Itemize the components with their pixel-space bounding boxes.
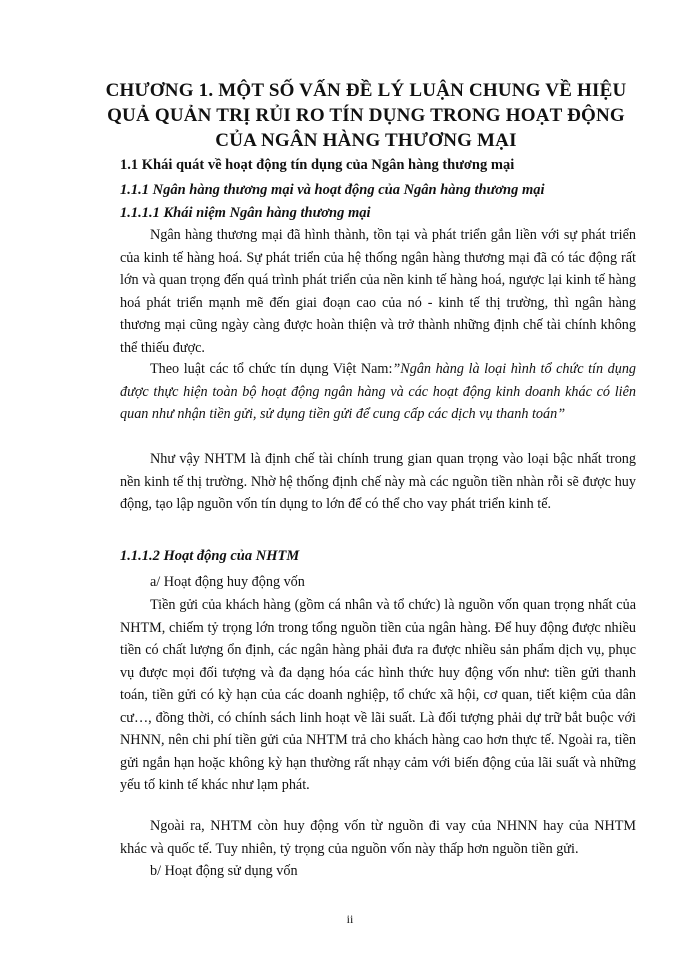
- paragraph-borrowing: Ngoài ra, NHTM còn huy động vốn từ nguồn đi vay của NHNN hay của NHTM khác và quốc tế. Tuy nhiên, tỷ trọng của nguồn vốn này thấp hơn nguồn tiền gửi.: [120, 818, 636, 857]
- section-heading-1-1-1: 1.1.1 Ngân hàng thương mại và hoạt động của Ngân hàng thương mại: [120, 182, 545, 198]
- paragraph-deposits: Tiền gửi của khách hàng (gồm cá nhân và tổ chức) là nguồn vốn quan trọng nhất của NHTM, chiếm tỷ trọng lớn trong tổng nguồn tiền của ngân hàng. Để huy động được nhiều tiền có chất lượng ổn định, các ngân hàng phải đưa ra được nhiều sản phẩm dịch vụ, phục vụ được mọi đối tượng và đa dạng hóa các hình thức huy động vốn như: tiền gửi thanh toán, tiền gửi có kỳ hạn của các doanh nghiệp, tổ chức xã hội, cơ quan, tiết kiệm của dân cư…, đồng thời, có chính sách linh hoạt về lãi suất. Là đối tượng phải dự trữ bắt buộc với NHNN, nên chi phí tiền gửi của NHTM trả cho khách hàng cao hơn thực tế. Ngoài ra, tiền gửi ngắn hạn hoặc không kỳ hạn thường rất nhạy cảm với biến động của lãi suất và những yếu tố kinh tế khác như lạm phát.: [120, 597, 636, 793]
- law-quote-text: ”Ngân hàng là loại hình tổ chức tín dụng được thực hiện toàn bộ hoạt động ngân hàng và các hoạt động kinh doanh khác có liên quan như nhận tiền gửi, sử dụng tiền gửi để cung cấp các dịch vụ thanh toán”: [120, 361, 637, 422]
- section-heading-1-1: 1.1 Khái quát về hoạt động tín dụng của Ngân hàng thương mại: [120, 157, 515, 173]
- law-quote-lead: Theo luật các tổ chức tín dụng Việt Nam:: [150, 361, 393, 377]
- section-heading-1-1-1-2: 1.1.1.2 Hoạt động của NHTM: [120, 548, 300, 564]
- page-number: ii: [346, 912, 354, 926]
- section-heading-1-1-1-1: 1.1.1.1 Khái niệm Ngân hàng thương mại: [120, 205, 371, 221]
- paragraph-summary: Như vậy NHTM là định chế tài chính trung gian quan trọng vào loại bậc nhất trong nền kinh tế thị trường. Nhờ hệ thống định chế này mà các nguồn tiền nhàn rỗi sẽ được huy động, tạo lập nguồn vốn tín dụng to lớn để có thể cho vay phát triển kinh tế.: [120, 451, 636, 512]
- paragraph-definition: Ngân hàng thương mại đã hình thành, tồn tại và phát triển gắn liền với sự phát triển của kinh tế hàng hoá. Sự phát triển của hệ thống ngân hàng thương mại đã có tác động rất lớn và quan trọng đến quá trình phát triển của nền kinh tế hàng hoá, ngược lại kinh tế hàng hoá phát triển mạnh mẽ đến giai đoạn cao của nó - kinh tế thị trường, thì ngân hàng thương mại cũng ngày càng được hoàn thiện và trở thành những định chế tài chính không thể thiếu được.: [120, 227, 636, 356]
- subheading-fund-mobilization: a/ Hoạt động huy động vốn: [150, 574, 305, 590]
- subheading-fund-usage: b/ Hoạt động sử dụng vốn: [150, 863, 298, 879]
- paragraph-law-quote: [120, 358, 636, 426]
- chapter-title: CHƯƠNG 1. MỘT SỐ VẤN ĐỀ LÝ LUẬN CHUNG VỀ HIỆU QUẢ QUẢN TRỊ RỦI RO TÍN DỤNG TRONG HOẠT ĐỘNG CỦA NGÂN HÀNG THƯƠNG MẠI: [105, 80, 627, 151]
